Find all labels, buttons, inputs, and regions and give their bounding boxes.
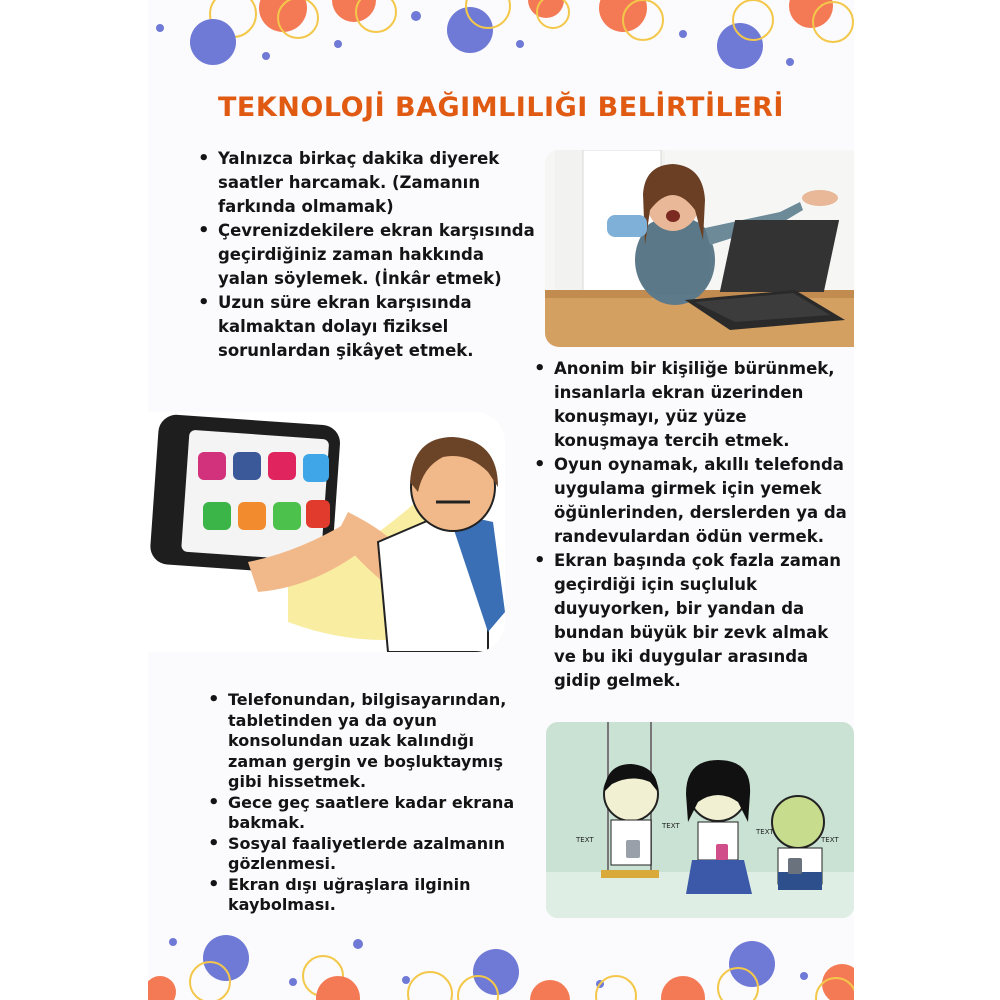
cartoon-kids-texting (546, 722, 854, 918)
text-bubble-label: TEXT (576, 836, 594, 844)
text-bubble-label: TEXT (662, 822, 680, 830)
list-item: • Oyun oynamak, akıllı telefonda uygulama girmek için yemek öğünlerinden, derslerden ya da randevulardan ödün vermek. (554, 453, 854, 549)
poster-page (148, 0, 854, 1000)
illustration-boy-holding-phone (148, 412, 505, 652)
decorative-dots-bottom (148, 920, 854, 1000)
list-item: • Uzun süre ekran karşısında kalmaktan dolayı fiziksel sorunlardan şikâyet etmek. (218, 291, 538, 363)
symptom-list-top-left (196, 147, 538, 363)
list-item: • Ekran dışı uğraşlara ilginin kaybolması. (228, 875, 528, 916)
page-title: TEKNOLOJİ BAĞIMLILIĞI BELİRTİLERİ (218, 92, 784, 123)
text-bubble-label: TEXT (756, 828, 774, 836)
list-item: • Gece geç saatlere kadar ekrana bakmak. (228, 793, 528, 834)
list-item: • Telefonundan, bilgisayarından, tabletinden ya da oyun konsolundan uzak kalındığı zaman gergin ve boşluktaymış gibi hissetmek. (228, 690, 528, 793)
list-item: • Ekran başında çok fazla zaman geçirdiği için suçluluk duyuyorken, bir yandan da bundan büyük bir zevk almak ve bu iki duygular arasında gidip gelmek. (554, 549, 854, 693)
decorative-dots-top (148, 0, 854, 80)
symptom-list-bottom-left (206, 690, 528, 916)
symptom-list-middle-right (532, 357, 854, 693)
text-bubble-label: TEXT (821, 836, 839, 844)
list-item: • Anonim bir kişiliğe bürünmek, insanlarla ekran üzerinden konuşmayı, yüz yüze konuşmaya tercih etmek. (554, 357, 854, 453)
list-item: • Sosyal faaliyetlerde azalmanın gözlenmesi. (228, 834, 528, 875)
photo-woman-pulled-from-laptop (545, 150, 854, 347)
list-item: • Yalnızca birkaç dakika diyerek saatler harcamak. (Zamanın farkında olmamak) (218, 147, 538, 219)
list-item: • Çevrenizdekilere ekran karşısında geçirdiğiniz zaman hakkında yalan söylemek. (İnkâr etmek) (218, 219, 538, 291)
